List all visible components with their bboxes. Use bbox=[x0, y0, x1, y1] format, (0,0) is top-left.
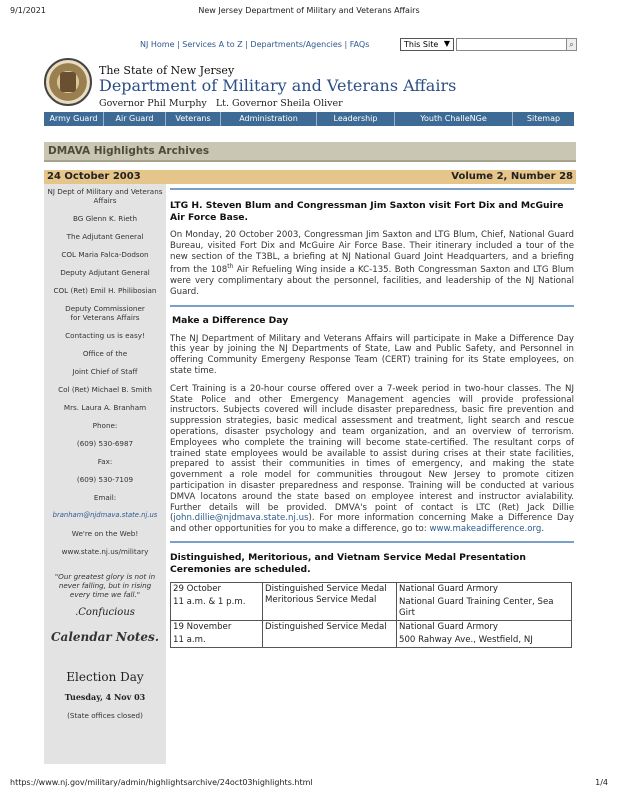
table-row: 19 November 11 a.m. Distinguished Service Medal National Guard Armory 500 Rahway Ave., Westfield, NJ bbox=[171, 620, 572, 647]
search-icon[interactable]: ⌕ bbox=[566, 38, 577, 51]
article-2-title: Make a Difference Day bbox=[172, 314, 289, 326]
election-day: Election Day bbox=[66, 670, 144, 684]
print-header bbox=[10, 6, 608, 16]
sidebar-col2: COL (Ret) Emil H. Philibosian bbox=[53, 286, 157, 295]
sidebar-fax: (609) 530-7109 bbox=[76, 475, 134, 484]
table-row: 29 October 11 a.m. & 1 p.m. Distinguished Service Medal Meritorious Service Medal National Guard Armory National Guard Training Center, Sea Girt bbox=[171, 582, 572, 620]
issue-bar bbox=[44, 170, 576, 184]
medal-ceremony-table bbox=[170, 582, 572, 648]
sidebar-tag: BG Glenn K. Rieth bbox=[72, 214, 138, 223]
nav-youth-challenge[interactable]: Youth ChalleNGe bbox=[395, 112, 513, 126]
top-nav-links[interactable]: NJ Home | Services A to Z | Departments/Agencies | FAQs bbox=[140, 40, 370, 49]
article-1-title: LTG H. Steven Blum and Congressman Jim Saxton visit Fort Dix and McGuire Air Force Base. bbox=[170, 200, 564, 223]
sidebar-jcs: Joint Chief of Staff bbox=[72, 367, 138, 376]
issue-volume: Volume 2, Number 28 bbox=[451, 171, 573, 182]
article-2-intro: The NJ Department of Military and Veterans Affairs will participate in Make a Difference Day this year by joining the NJ Departments of State, Law and Public Safety, and Personnel in offering Community Emergeny Response Team (CERT) training for its State employees, on state time. bbox=[170, 333, 574, 377]
sidebar-email-link[interactable]: branham@njdmava.state.nj.us bbox=[52, 511, 158, 519]
sidebar-web-link[interactable]: www.state.nj.us/military bbox=[61, 547, 149, 556]
main-nav bbox=[44, 112, 574, 126]
search-input[interactable] bbox=[456, 38, 568, 51]
state-offices-closed: (State offices closed) bbox=[67, 711, 143, 720]
sidebar-col1: COL Maria Falca-Dodson bbox=[61, 250, 149, 259]
state-name: The State of New Jersey bbox=[99, 64, 235, 77]
sidebar-phone-label: Phone: bbox=[92, 421, 118, 430]
print-date: 9/1/2021 bbox=[10, 6, 46, 15]
article-3-title: Distinguished, Meritorious, and Vietnam Service Medal Presentation Ceremonies are scheduled. bbox=[170, 551, 526, 575]
election-date: Tuesday, 4 Nov 03 bbox=[64, 692, 146, 702]
archive-title: DMAVA Highlights Archives bbox=[48, 145, 210, 157]
sidebar-confucius: .Confucious bbox=[75, 607, 135, 618]
sidebar-phone: (609) 530-6987 bbox=[76, 439, 134, 448]
dept-name[interactable]: Department of Military and Veterans Affairs bbox=[99, 76, 457, 95]
nav-air-guard[interactable]: Air Guard bbox=[104, 112, 166, 126]
archive-title-bar bbox=[44, 142, 576, 162]
sidebar-mrs: Mrs. Laura A. Branham bbox=[63, 403, 147, 412]
issue-date: 24 October 2003 bbox=[47, 171, 141, 182]
sidebar-dag: Deputy Adjutant General bbox=[60, 268, 150, 277]
top-nav bbox=[140, 37, 576, 53]
chevron-down-icon: ▼ bbox=[443, 39, 450, 48]
sidebar-contact: Contacting us is easy! bbox=[65, 331, 145, 340]
dillie-email-link[interactable]: john.dillie@njdmava.state.nj.us bbox=[173, 513, 309, 524]
nav-veterans[interactable]: Veterans bbox=[166, 112, 221, 126]
sidebar-web-label: We're on the Web! bbox=[71, 529, 139, 538]
nav-leadership[interactable]: Leadership bbox=[317, 112, 395, 126]
sidebar-ag: The Adjutant General bbox=[66, 232, 144, 241]
print-page: 1/4 bbox=[595, 778, 608, 787]
sidebar-office: Office of the bbox=[82, 349, 128, 358]
sidebar-col3: Col (Ret) Michael B. Smith bbox=[58, 385, 152, 394]
sidebar-email-label: Email: bbox=[93, 493, 117, 502]
sidebar-fax-label: Fax: bbox=[97, 457, 113, 466]
governor-line: Governor Phil Murphy Lt. Governor Sheila Oliver bbox=[99, 98, 343, 109]
calendar-notes-title: Calendar Notes. bbox=[51, 630, 159, 644]
state-seal-icon bbox=[44, 58, 92, 106]
print-title: New Jersey Department of Military and Veterans Affairs bbox=[198, 6, 420, 15]
site-select[interactable]: This Site ▼ bbox=[400, 38, 454, 51]
site-header bbox=[44, 58, 574, 114]
makeadifference-link[interactable]: www.makeadifference.org bbox=[429, 524, 542, 535]
print-url: https://www.nj.gov/military/admin/highlightsarchive/24oct03highlights.html bbox=[10, 778, 313, 787]
article-2-body: Cert Training is a 20-hour course offered over a 7-week period in two-hour classes. The NJ State Police and other Emergency Management agencies will provide professional instructors. Subjects covered will include disaster preparedness, basic fire prevention and suppression strategies, basic medical assessment and treatment, light search and rescue operations, disaster psychology and team organization, and an overview of terrorism. Employees who complete the training will become state-certified. The resultant corps of trained state employees would be available to assist during crises at their state facilities, prepared to assist their communities in times of emergency, and making the state government a role model for communities througout New Jersey to promote citizen participation in disaster preparedness and response. Training will be conducted at various DMVA locatons around the state based on employee interest and instructor avialability. Further details will be provided. DMVA's point of contact is LTC (Ret) Jack Dillie (john.dillie@njdmava.state.nj.us). For more information concerning Make a Difference Day and other opportunities for you to make a difference, go to: www.makeadifference.org. bbox=[170, 383, 574, 535]
sidebar-org: NJ Dept of Military and Veterans Affairs bbox=[47, 187, 163, 205]
main-content bbox=[170, 184, 574, 648]
nav-army-guard[interactable]: Army Guard bbox=[44, 112, 104, 126]
article-1-body: On Monday, 20 October 2003, Congressman Jim Saxton and LTG Blum, Chief, National Guard Bureau, visited Fort Dix and McGuire Air Force Base. Their itinerary included a tour of the new section of the T3BL, a briefing at NJ National Guard Joint Headquarters, and a briefing from the 108th Air Refueling Wing inside a KC-135. Both Congressman Saxton and LTG Blum were very complimentary about the personnel, facilities, and leadership of the NJ National Guard. bbox=[170, 230, 575, 297]
sidebar-quote: "Our greatest glory is not in never falling, but in rising every time we fall." bbox=[54, 572, 156, 599]
nav-administration[interactable]: Administration bbox=[221, 112, 317, 126]
print-footer bbox=[10, 778, 608, 788]
sidebar bbox=[44, 184, 166, 764]
sidebar-dcva: Deputy Commissioner for Veterans Affairs bbox=[65, 304, 145, 322]
nav-sitemap[interactable]: Sitemap bbox=[526, 114, 561, 123]
